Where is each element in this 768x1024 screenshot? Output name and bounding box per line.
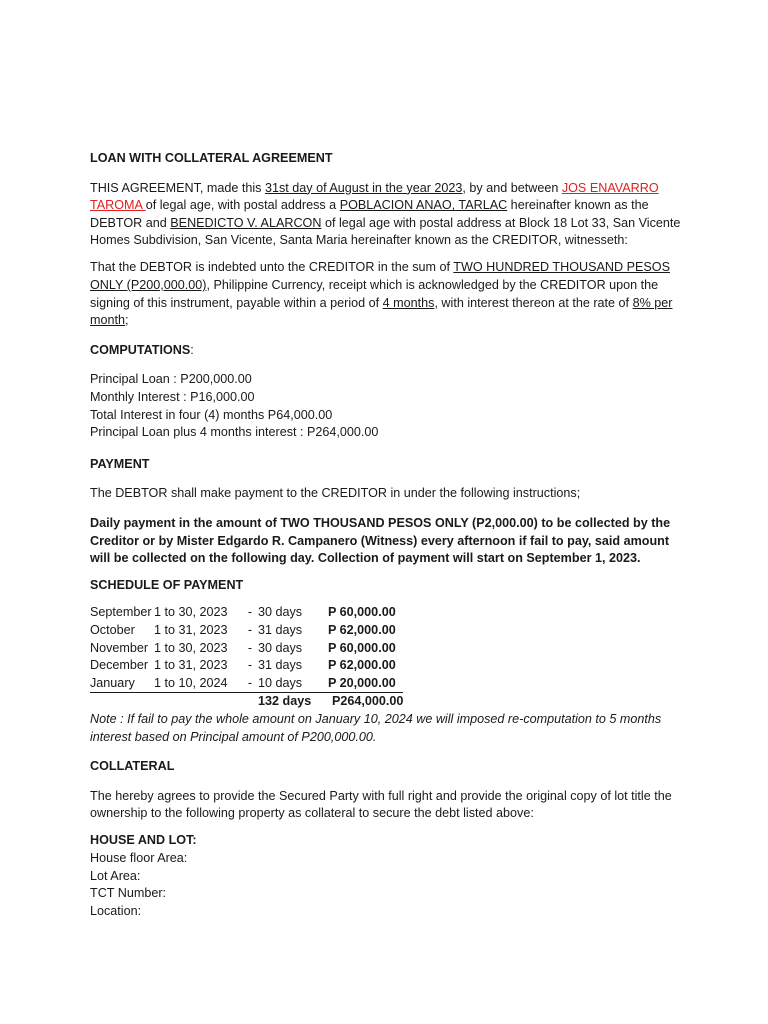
- payment-text: The DEBTOR shall make payment to the CREDITOR in under the following instructions;: [90, 486, 581, 501]
- debt-amount: TWO HUNDRED THOUSAND PESOS ONLY (P200,000.00): [90, 260, 670, 293]
- agreement-date: 31st day of August in the year 2023: [264, 180, 463, 195]
- table-row: [90, 604, 403, 622]
- house-floor-area-field: House floor Area:: [90, 851, 188, 865]
- debt-paragraph: [90, 259, 690, 329]
- schedule-dash: -: [247, 622, 253, 637]
- computations-list: [90, 371, 690, 441]
- intro-text: of legal age with postal address at Block 18 Lot 33, San Vicente Homes Subdivision, San Vicente, Santa Maria hereinafter known as the CREDITOR, witnesseth:: [90, 215, 681, 248]
- schedule-dash: -: [247, 658, 253, 673]
- computation-line: Total Interest in four (4) months P64,000.00: [90, 407, 333, 422]
- debt-text: ;: [125, 313, 129, 328]
- schedule-table: [90, 604, 403, 711]
- debt-period: 4 months: [382, 295, 435, 310]
- schedule-dash: -: [247, 640, 253, 655]
- schedule-dash: -: [242, 675, 258, 693]
- intro-text: hereinafter known as the DEBTOR and: [90, 198, 649, 230]
- table-row: [90, 622, 403, 640]
- schedule-range: 1 to 31, 2023: [154, 658, 228, 673]
- debt-text: , with interest thereon at the rate of: [434, 295, 633, 310]
- collateral-text: The hereby agrees to provide the Secured Party with full right and provide the original copy of lot title the ownership to the following property as collateral to secure the debt listed above:: [90, 788, 672, 821]
- computation-line: Monthly Interest : P16,000.00: [90, 390, 255, 405]
- schedule-range: 1 to 31, 2023: [154, 622, 228, 637]
- computation-line: Principal Loan plus 4 months interest : P264,000.00: [90, 425, 379, 440]
- schedule-month: October: [90, 622, 135, 637]
- schedule-note: Note : If fail to pay the whole amount on January 10, 2024 we will imposed re-computation to 5 months interest based on Principal amount of P200,000.00.: [90, 711, 662, 744]
- schedule-heading: SCHEDULE OF PAYMENT: [90, 578, 244, 593]
- interest-rate: 8% per month: [90, 295, 673, 328]
- debt-text: , Philippine Currency, receipt which is acknowledged by the CREDITOR upon the signing of this instrument, payable within a period of: [90, 278, 659, 310]
- debtor-address: POBLACION ANAO, TARLAC: [339, 198, 508, 213]
- daily-payment-text: Daily payment in the amount of TWO THOUSAND PESOS ONLY (P2,000.00) to be collected by the Creditor or by Mister Edgardo R. Campanero (Witness) every afternoon if fail to pay, said amount will be collected on the following day. Collection of payment will start on September 1, 2023.: [90, 516, 671, 566]
- document-title: LOAN WITH COLLATERAL AGREEMENT: [90, 151, 333, 165]
- computation-line: Principal Loan : P200,000.00: [90, 372, 252, 387]
- schedule-days: 30 days: [258, 640, 303, 655]
- schedule-amount: P 62,000.00: [328, 622, 396, 637]
- schedule-month: September: [90, 605, 152, 620]
- debt-text: That the DEBTOR is indebted unto the CREDITOR in the sum of: [90, 260, 454, 275]
- location-field: Location:: [90, 903, 142, 918]
- table-row: [90, 640, 403, 658]
- computations-heading: COMPUTATIONS:: [90, 342, 194, 357]
- schedule-total-amount: P264,000.00: [332, 694, 404, 709]
- schedule-days: 31 days: [258, 658, 303, 673]
- schedule-month: January: [90, 675, 154, 693]
- payment-heading: PAYMENT: [90, 456, 150, 471]
- lot-area-field: Lot Area:: [90, 868, 141, 883]
- schedule-range: 1 to 30, 2023: [154, 640, 228, 655]
- schedule-month: November: [90, 640, 149, 655]
- intro-text: THIS AGREEMENT, made this: [90, 180, 265, 195]
- schedule-days: 10 days: [258, 675, 328, 693]
- schedule-amount: P 60,000.00: [328, 640, 396, 655]
- schedule-total-days: 132 days: [258, 694, 312, 709]
- schedule-amount: P 60,000.00: [328, 605, 396, 620]
- table-row: [90, 657, 403, 675]
- schedule-total-row: [90, 693, 403, 711]
- creditor-name: BENEDICTO V. ALARCON: [170, 215, 322, 230]
- document-page: [90, 150, 690, 920]
- intro-paragraph: [90, 180, 690, 250]
- tct-number-field: TCT Number:: [90, 886, 167, 901]
- house-lot-heading: HOUSE AND LOT:: [90, 833, 197, 848]
- schedule-days: 31 days: [258, 622, 303, 637]
- schedule-amount: P 20,000.00: [328, 675, 403, 693]
- schedule-month: December: [90, 658, 149, 673]
- debtor-name: JOS ENAVARRO TAROMA: [90, 180, 659, 213]
- intro-text: of legal age, with postal address a: [145, 198, 340, 213]
- collateral-heading: COLLATERAL: [90, 759, 175, 774]
- schedule-amount: P 62,000.00: [328, 658, 396, 673]
- schedule-dash: -: [247, 605, 253, 620]
- table-row: [90, 675, 403, 693]
- intro-text: , by and between: [462, 180, 562, 195]
- schedule-range: 1 to 30, 2023: [154, 605, 228, 620]
- schedule-days: 30 days: [258, 605, 303, 620]
- schedule-range: 1 to 10, 2024: [154, 675, 242, 693]
